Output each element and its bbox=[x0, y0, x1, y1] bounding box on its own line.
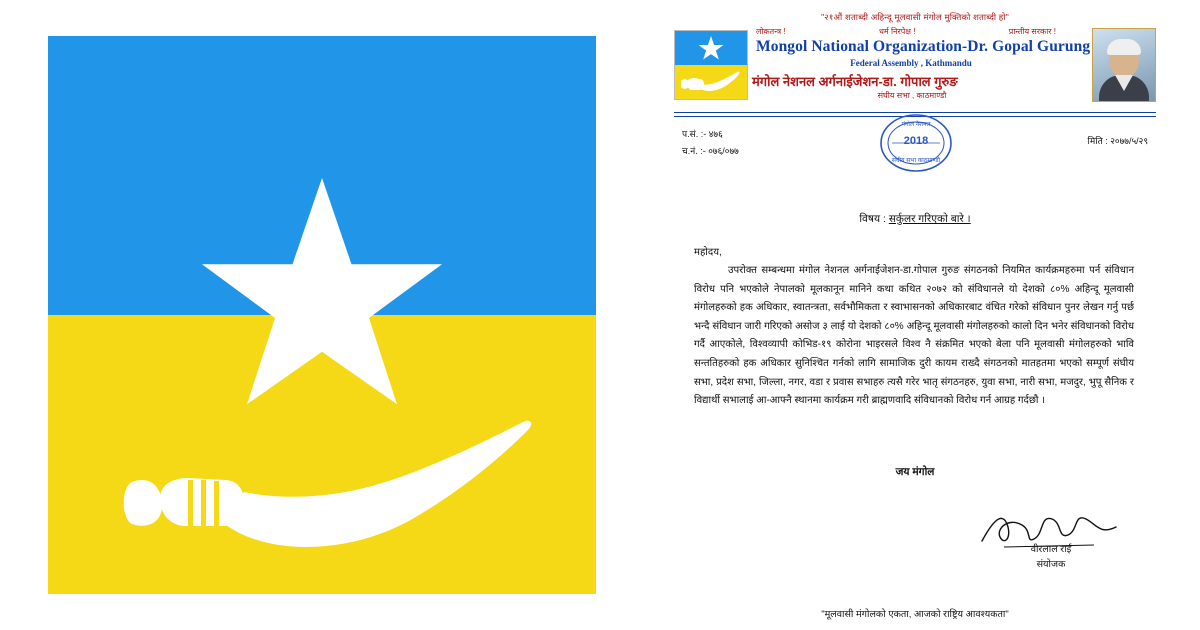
flag-image bbox=[48, 36, 596, 594]
signatory-title: संयोजक bbox=[1036, 559, 1066, 570]
patra-number-row bbox=[682, 126, 739, 143]
organization-subtitle-english: Federal Assembly , Kathmandu bbox=[850, 58, 972, 68]
subject-value: सर्कुलर गरिएको बारे । bbox=[888, 213, 971, 225]
letter-subject bbox=[660, 212, 1170, 226]
emblem-khukuri-icon bbox=[681, 69, 741, 95]
date-value: २०७७/५/२९ bbox=[1110, 136, 1148, 146]
chalani-number-row bbox=[682, 143, 739, 160]
letterhead-header bbox=[674, 26, 1156, 108]
stamp-year: 2018 bbox=[903, 135, 929, 147]
top-slogan: "२१औं शताब्दी अहिन्दू मूलवासी मंगोल मुक्तिको शताब्दी हो" bbox=[821, 12, 1009, 22]
reference-numbers bbox=[682, 126, 739, 160]
header-sublabels bbox=[756, 26, 1056, 37]
khukuri-icon bbox=[104, 406, 544, 571]
portrait-hair bbox=[1107, 39, 1141, 55]
sublabel-center: धर्म निरपेक्ष ! bbox=[879, 27, 916, 36]
official-stamp bbox=[878, 112, 954, 174]
letter-body: उपरोक्त सम्बन्धमा मंगोल नेशनल अर्गनाईजेशन-डा.गोपाल गुरुङ संगठनको नियमित कार्यक्रमहरुमा पर्न संविधान विरोध पनि भएकोले नेपालको मूलकानून मानिने कथा कथित २०७२ को संविधानले यो देशको ८०% अहिन्दू मूलवासी मंगोलहरुको हक अधिकार, स्वातन्त्रता, सर्वभौमिकता र स्वाभासनको अधिकारबाट वंचित गरेको संविधान पुनर लेखन गर्नु पर्छ भन्दै संविधान जारी गरिएको असोज ३ लाई यो देशको ८०% अहिन्दू मूलवासी मंगोलहरुको कालो दिन भनेर संविधानको विरोध गर्दै आएकोले, विश्वव्यापी कोभिड-१९ कोरोना भाइरसले विश्व नै संक्रमित भएको बेला पनि मूलवासी मंगोलहरुको भावि सन्ततिहरुको हक अधिकार सुनिश्चित गर्नको लागि सामाजिक दुरी कायम राख्दै संगठनको मातहतमा भएको सम्पूर्ण संघीय सभा, प्रदेश सभा, जिल्ला, नगर, वडा र प्रवास सभाहरु त्यसै गरेर भातृ संगठनहरु, युवा सभा, नारी सभा, मजदुर, भुपू सैनिक र विद्यार्थी सभालाई आ-आफ्नै स्थानमा कार्यक्रम गरी ब्राह्मणवादि संविधानको विरोध गर्न आग्रह गर्दछौ । bbox=[694, 265, 1134, 407]
sublabel-right: प्रान्तीय सरकार ! bbox=[1008, 27, 1056, 36]
date-label: मिति : bbox=[1087, 136, 1108, 146]
letter-closing: जय मंगोल bbox=[895, 466, 935, 478]
organization-subtitle-nepali: संघीय सभा , काठमाण्डौ bbox=[877, 91, 947, 100]
subject-label: विषय : bbox=[859, 213, 886, 225]
letterhead-document bbox=[660, 0, 1170, 630]
organization-name-english: Mongol National Organization-Dr. Gopal Gurung bbox=[756, 38, 1091, 55]
chalani-number-label: च.नं. :- bbox=[682, 146, 706, 156]
stamp-top-text: मंगोल नेशनल bbox=[901, 122, 931, 128]
letter-date bbox=[1088, 134, 1148, 147]
organization-emblem-icon bbox=[674, 30, 748, 100]
bottom-slogan: "मूलवासी मंगोलको एकता, आजको राष्ट्रिय आवश्यकता" bbox=[821, 609, 1009, 620]
organization-name-nepali: मंगोल नेशनल अर्गनाईजेशन-डा. गोपाल गुरुङ bbox=[752, 74, 958, 89]
sublabel-left: लोकतन्त्र ! bbox=[756, 27, 786, 36]
stamp-bottom-text: संघीय सभा काठमाण्डौ bbox=[891, 158, 941, 164]
chalani-number-value: ०७६/०७७ bbox=[708, 146, 739, 156]
leader-portrait bbox=[1092, 28, 1156, 102]
patra-number-value: ४७६ bbox=[708, 129, 723, 139]
signatory-name: वीरलाल राई bbox=[1030, 544, 1072, 555]
patra-number-label: प.सं. :- bbox=[682, 129, 707, 139]
letter-salutation: महोदय, bbox=[694, 247, 722, 258]
